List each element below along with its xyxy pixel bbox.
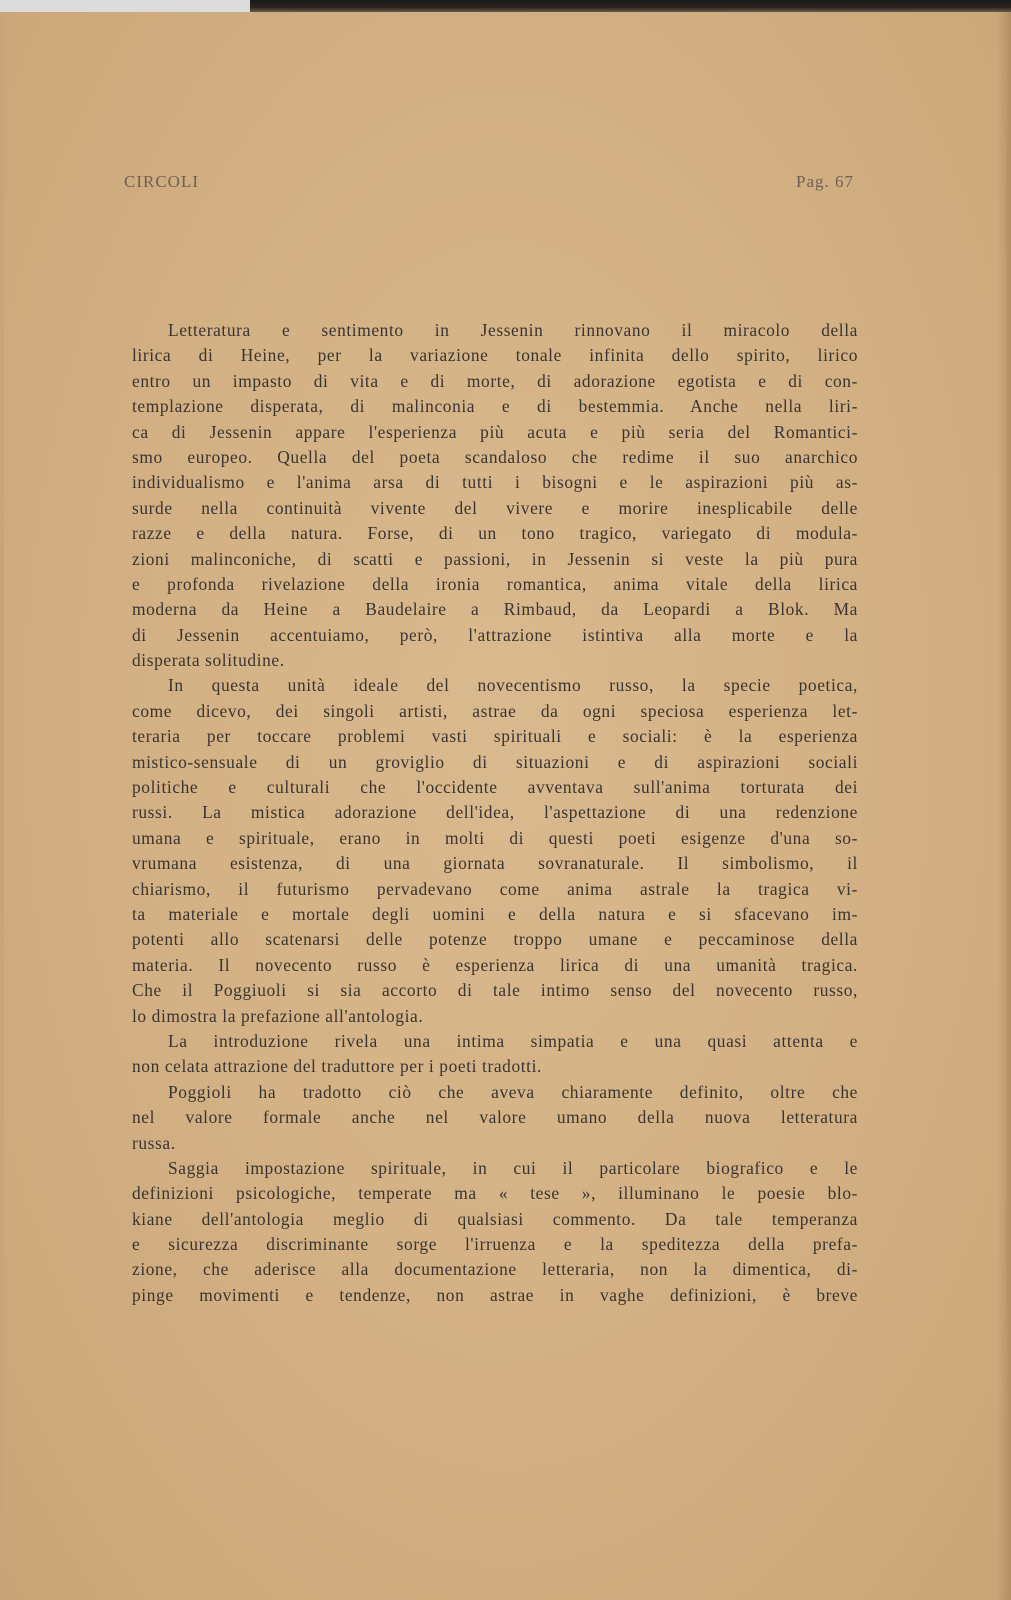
document-page [4, 12, 1007, 1600]
text-line: di Jessenin accentuiamo, però, l'attrazione istintiva alla morte e la [132, 624, 858, 645]
text-line: Letteratura e sentimento in Jessenin rinnovano il miracolo della [168, 320, 858, 340]
text-line: potenti allo scatenarsi delle potenze troppo umane e peccaminose della [132, 929, 858, 950]
text-line: materia. Il novecento russo è esperienza lirica di una umanità tragica. [132, 954, 858, 975]
text-line: kiane dell'antologia meglio di qualsiasi commento. Da tale temperanza [132, 1208, 858, 1229]
text-line: politiche e culturali che l'occidente avventava sull'anima torturata dei [132, 777, 858, 798]
text-line: nel valore formale anche nel valore umano della nuova letteratura [132, 1107, 858, 1128]
text-line: entro un impasto di vita e di morte, di adorazione egotista e di con- [132, 370, 858, 391]
text-line: non celata attrazione del traduttore per i poeti tradotti. [132, 1056, 542, 1077]
text-line: zione, che aderisce alla documentazione letteraria, non la dimentica, di- [132, 1259, 858, 1280]
text-line: chiarismo, il futurismo pervadevano come anima astrale la tragica vi- [132, 878, 858, 899]
scan-top-border [0, 0, 1011, 12]
text-line: ta materiale e mortale degli uomini e della natura e si sfacevano im- [132, 903, 858, 924]
text-line: pinge movimenti e tendenze, non astrae in vaghe definizioni, è breve [132, 1284, 858, 1305]
text-line: individualismo e l'anima arsa di tutti i bisogni e le aspirazioni più as- [132, 472, 858, 493]
text-line: russi. La mistica adorazione dell'idea, l'aspettazione di una redenzione [132, 802, 858, 823]
text-line: In questa unità ideale del novecentismo russo, la specie poetica, [168, 675, 858, 696]
text-line: vrumana esistenza, di una giornata sovranaturale. Il simbolismo, il [132, 853, 858, 874]
page-edge-shadow [997, 12, 1011, 1600]
scan-top-border-light [0, 0, 250, 12]
text-line: lirica di Heine, per la variazione tonale infinita dello spirito, lirico [132, 345, 858, 366]
text-line: disperata solitudine. [132, 650, 285, 671]
text-line: e sicurezza discriminante sorge l'irruenza e la speditezza della prefa- [132, 1234, 858, 1255]
text-line: umana e spirituale, erano in molti di questi poeti esigenze d'una so- [132, 827, 858, 848]
text-line: templazione disperata, di malinconia e di bestemmia. Anche nella liri- [132, 396, 858, 417]
text-line: mistico-sensuale di un groviglio di situazioni e di aspirazioni sociali [132, 751, 858, 772]
text-line: razze e della natura. Forse, di un tono tragico, variegato di modula- [132, 523, 858, 544]
text-line: moderna da Heine a Baudelaire a Rimbaud, da Leopardi a Blok. Ma [132, 599, 858, 620]
text-line: smo europeo. Quella del poeta scandaloso che redime il suo anarchico [132, 446, 858, 467]
text-line: Saggia impostazione spirituale, in cui il particolare biografico e le [168, 1157, 858, 1178]
text-line: surde nella continuità vivente del vivere e morire inesplicabile delle [132, 497, 858, 518]
text-line: lo dimostra la prefazione all'antologia. [132, 1005, 424, 1026]
text-line: teraria per toccare problemi vasti spirituali e sociali: è la esperienza [132, 726, 858, 747]
text-line: Che il Poggiuoli si sia accorto di tale intimo senso del novecento russo, [132, 980, 858, 1001]
body-text [132, 318, 858, 1308]
text-line: ca di Jessenin appare l'esperienza più acuta e più seria del Romantici- [132, 421, 858, 442]
text-line: e profonda rivelazione della ironia romantica, anima vitale della lirica [132, 573, 858, 594]
text-line: russa. [132, 1132, 176, 1153]
running-header-title: CIRCOLI [124, 172, 199, 191]
page-number: Pag. 67 [796, 172, 854, 191]
text-line: Poggioli ha tradotto ciò che aveva chiaramente definito, oltre che [168, 1081, 858, 1102]
text-line: definizioni psicologiche, temperate ma « tese », illuminano le poesie blo- [132, 1183, 858, 1204]
text-line: come dicevo, dei singoli artisti, astrae da ogni speciosa esperienza let- [132, 700, 858, 721]
text-line: zioni malinconiche, di scatti e passioni, in Jessenin si veste la più pura [132, 548, 858, 569]
text-line: La introduzione rivela una intima simpatia e una quasi attenta e [168, 1030, 858, 1051]
running-header [124, 172, 854, 196]
